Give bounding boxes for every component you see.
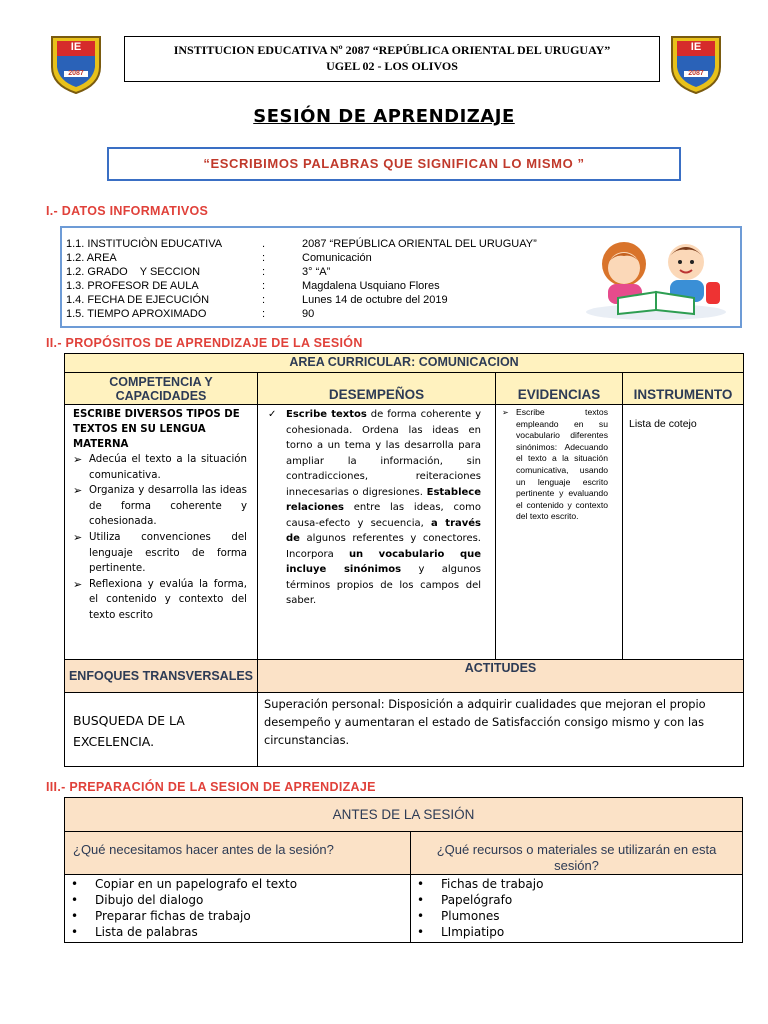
preparacion-table	[64, 797, 743, 943]
check-icon: ✓	[268, 409, 277, 420]
arrow-icon: ➢	[502, 408, 509, 417]
list-item: ➢ Utiliza convenciones del lenguaje escrito de forma pertinente.	[73, 530, 247, 577]
list-item: ➢ Reflexiona y evalúa la forma, el contenido y contexto del texto escrito	[73, 577, 247, 624]
list-item: • Plumones	[411, 908, 742, 924]
materials-cell	[411, 875, 743, 943]
competencia-title: ESCRIBE DIVERSOS TIPOS DE TEXTOS EN SU LENGUA MATERNA	[73, 409, 240, 450]
capacidades-list	[73, 452, 247, 624]
actitud: Superación personal: Disposición a adquirir cualidades que mejoran el propio desempeño y aumentaran el estado de Satisfacción consigo mismo y con las circunstancias.	[258, 693, 744, 767]
list-item: ➢ Organiza y desarrolla las ideas de forma coherente y cohesionada.	[73, 483, 247, 530]
logo-text: IE	[70, 41, 82, 53]
question-2: ¿Qué recursos o materiales se utilizarán en esta sesión?	[411, 832, 743, 875]
session-theme: “ESCRIBIMOS PALABRAS QUE SIGNIFICAN LO MISMO ”	[107, 147, 681, 181]
list-item: • Papelógrafo	[411, 892, 742, 908]
list-item: • Copiar en un papelografo el texto	[65, 876, 410, 892]
section-3-title: III.- PREPARACIÓN DE LA SESION DE APRENDIZAJE	[46, 780, 376, 794]
list-item: • Fichas de trabajo	[411, 876, 742, 892]
institution-name: INSTITUCION EDUCATIVA Nº 2087 “REPÚBLICA ORIENTAL DEL URUGUAY”	[173, 43, 611, 57]
question-1: ¿Qué necesitamos hacer antes de la sesión?	[65, 832, 411, 875]
actitudes-header: ACTITUDES	[258, 660, 744, 693]
logo-year: 2087	[688, 70, 704, 77]
page-title: SESIÓN DE APRENDIZAJE	[253, 106, 515, 127]
section-1-title: I.- DATOS INFORMATIVOS	[46, 204, 209, 218]
list-item: • Preparar fichas de trabajo	[65, 908, 410, 924]
antes-header: ANTES DE LA SESIÓN	[65, 798, 743, 832]
evidencia-text: ➢ Escribe textos empleando en su vocabulario diferentes sinónimos: Adecuando el texto a la situación comunicativa, usando un lenguaje escrito pertinente y evaluando el contenido y contexto del texto escrito.	[502, 407, 608, 522]
enfoque: BUSQUEDA DE LA EXCELENCIA.	[65, 693, 258, 767]
col-desempenos: DESEMPEÑOS	[258, 373, 496, 405]
materials-list	[411, 876, 742, 940]
institution-header	[124, 36, 660, 82]
area-curricular: AREA CURRICULAR: COMUNICACION	[65, 354, 744, 373]
desempeno-cell	[258, 405, 496, 660]
list-item: ➢ Adecúa el texto a la situación comunicativa.	[73, 452, 247, 483]
col-instrumento: INSTRUMENTO	[623, 373, 744, 405]
school-logo-left	[48, 33, 104, 95]
tasks-list	[65, 876, 410, 940]
kids-reading-illustration	[578, 232, 734, 322]
instrumento: Lista de cotejo	[623, 405, 744, 660]
list-item: • LImpiatipo	[411, 924, 742, 940]
section-2-title: II.- PROPÓSITOS DE APRENDIZAJE DE LA SESIÓN	[46, 336, 363, 350]
list-item: • Dibujo del dialogo	[65, 892, 410, 908]
tasks-cell	[65, 875, 411, 943]
logo-year: 2087	[68, 70, 84, 77]
propositos-table	[64, 353, 744, 767]
logo-text: IE	[690, 41, 702, 53]
col-competencia: COMPETENCIA Y CAPACIDADES	[65, 373, 258, 405]
competencia-cell	[65, 405, 258, 660]
datos-informativos-box: 1.1. INSTITUCIÒN EDUCATIVA . 2087 “REPÚBLICA ORIENTAL DEL URUGUAY” 1.2. AREA : Comunicación 1.2. GRADO Y SECCION : 3° “A” 1.3. PROFESOR DE AULA : Magdalena Usquiano Flores 1.4. FECHA DE EJECUCIÓN : Lunes 14 de octubre del 2019 1.5. TIEMPO APROXIMADO : 90	[60, 226, 742, 328]
school-logo-right	[668, 33, 724, 95]
ugel-name: UGEL 02 - LOS OLIVOS	[326, 59, 458, 73]
evidencia-cell	[496, 405, 623, 660]
list-item: • Lista de palabras	[65, 924, 410, 940]
enfoques-header: ENFOQUES TRANSVERSALES	[65, 660, 258, 693]
col-evidencias: EVIDENCIAS	[496, 373, 623, 405]
desempeno-text: ✓ Escribe textos de forma coherente y cohesionada. Ordena las ideas en torno a un tema y las desarrolla para ampliar la información, sin contradicciones, reiteraciones innecesarias o digresiones. Establece relaciones entre las ideas, como causa-efecto y secuencia, a través de algunos referentes y conectores. Incorpora un vocabulario que incluye sinónimos y algunos términos propios de los campos del saber.	[268, 409, 482, 606]
